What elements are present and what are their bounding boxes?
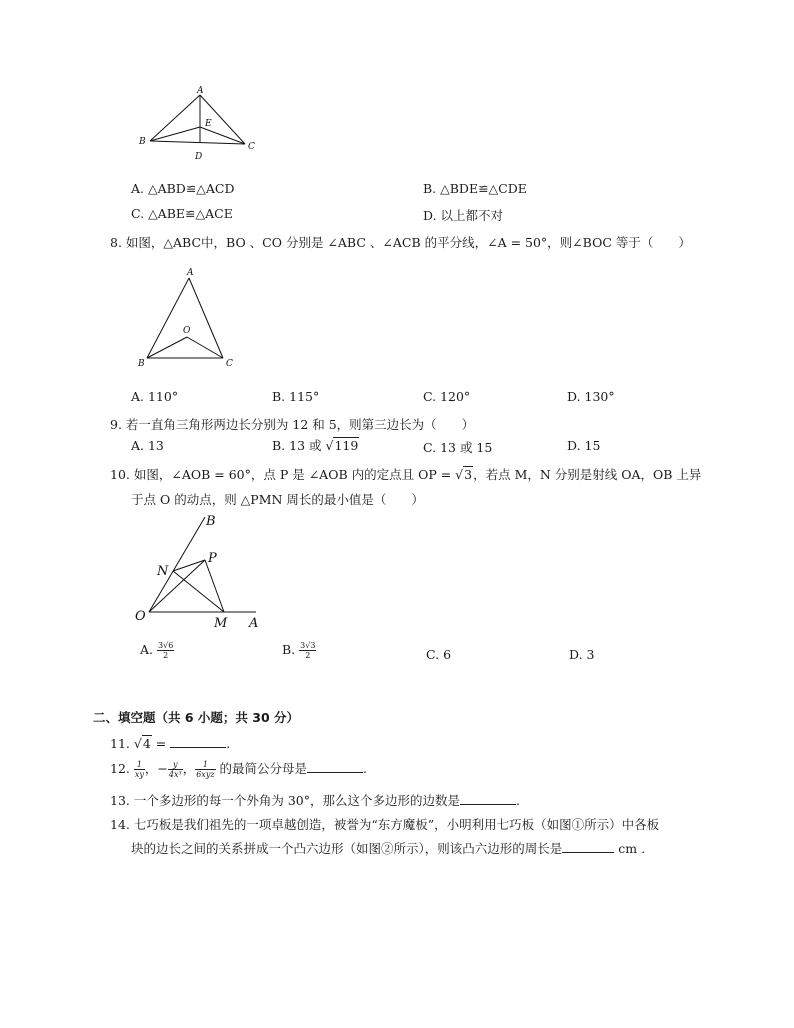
q8-label-b: B <box>138 359 145 369</box>
q12-separator-2: ， <box>182 761 196 776</box>
q9-option-b-prefix: B. 13 或 <box>272 438 322 453</box>
q7-option-d: D. 以上都不对 <box>423 208 504 223</box>
q8-label-c: C <box>226 359 233 369</box>
q8-option-a: A. 110° <box>131 389 179 404</box>
q13-answer-blank[interactable] <box>460 794 516 805</box>
q7-option-a: A. △ABD≌△ACD <box>131 181 235 196</box>
q12-fraction-3-numerator: 1 <box>195 760 215 770</box>
q8-side-ab <box>147 278 189 358</box>
q10-option-a-prefix: A. <box>140 642 154 657</box>
q11-end: . <box>226 736 231 751</box>
q9-option-a: A. 13 <box>131 438 164 453</box>
q7-option-b: B. △BDE≌△CDE <box>423 181 527 196</box>
q12-answer-blank[interactable] <box>307 762 363 773</box>
q8-option-b: B. 115° <box>272 389 320 404</box>
q12-fraction-2-numerator: y <box>168 760 183 770</box>
q12-fraction-1-numerator: 1 <box>134 760 145 770</box>
q11-equals: = <box>151 736 171 751</box>
q10-option-b <box>282 641 316 660</box>
q12-fraction-1 <box>134 760 145 779</box>
q10-label-n: N <box>157 564 169 579</box>
q13-end: . <box>515 793 520 808</box>
section-heading: 二、填空题（共 6 小题；共 30 分） <box>93 710 300 725</box>
q10-line1-b: ，若点 M，N 分别是射线 OA，OB 上异 <box>473 467 702 482</box>
q8-question: 8. 如图，△ABC中，BO 、CO 分别是 ∠ABC 、∠ACB 的平分线，∠A = 50°，则∠BOC 等于（ ） <box>110 235 691 250</box>
q13-text: 13. 一个多边形的每一个外角为 30°，那么这个多边形的边数是 <box>110 793 460 808</box>
q7-label-b: B <box>139 137 146 147</box>
q10-option-c: C. 6 <box>426 647 452 662</box>
sqrt-icon: √ <box>455 467 464 482</box>
q12-separator-1: ，− <box>144 761 168 776</box>
q10-figure <box>128 508 268 633</box>
q12-fraction-3-denominator: 6xyz <box>196 770 215 779</box>
q12-text: 的最简公分母是 <box>215 761 308 776</box>
q10-label-m: M <box>214 616 228 631</box>
q8-bisector-co <box>187 337 223 358</box>
q7-side-bc <box>150 141 245 144</box>
q8-option-c: C. 120° <box>423 389 471 404</box>
q12-number: 12. <box>110 761 130 776</box>
q10-label-b: B <box>206 514 216 529</box>
q9-question: 9. 若一直角三角形两边长分别为 12 和 5，则第三边长为（ ） <box>110 417 475 432</box>
q7-label-a: A <box>197 86 204 96</box>
sqrt-icon: √ <box>133 736 142 751</box>
q12-fraction-3 <box>195 760 215 779</box>
q7-label-c: C <box>248 142 255 152</box>
q14-unit: cm . <box>614 841 646 856</box>
q7-option-c: C. △ABE≌△ACE <box>131 206 233 221</box>
q10-question-line1 <box>110 465 701 483</box>
q14-answer-blank[interactable] <box>562 842 614 853</box>
q10-line1-a: 10. 如图，∠AOB = 60°，点 P 是 ∠AOB 内的定点且 OP = <box>110 467 452 482</box>
q10-segment-np <box>173 560 205 571</box>
q10-option-d: D. 3 <box>569 647 595 662</box>
q10-label-o: O <box>135 609 146 624</box>
q10-option-b-fraction <box>299 641 316 660</box>
q12-question <box>110 759 367 779</box>
q12-fraction-2-denominator: 4x³ <box>168 770 182 779</box>
q11-answer-blank[interactable] <box>170 737 226 748</box>
q8-label-o: O <box>183 326 191 336</box>
q9-option-b <box>272 436 359 454</box>
q7-segment-ce <box>200 127 245 144</box>
q9-option-b-radicand: 119 <box>334 438 359 453</box>
q7-label-e: E <box>205 119 212 129</box>
q10-option-b-prefix: B. <box>282 642 296 657</box>
q12-fraction-2 <box>168 760 183 779</box>
q7-figure <box>130 82 265 164</box>
q9-option-c: C. 13 或 15 <box>423 440 493 455</box>
q10-line1-radicand: 3 <box>464 467 473 482</box>
q12-end: . <box>363 761 368 776</box>
q10-option-a-numerator: 3√6 <box>158 641 174 650</box>
q10-question-line2: 于点 O 的动点，则 △PMN 周长的最小值是（ ） <box>131 492 424 507</box>
q8-option-d: D. 130° <box>567 389 615 404</box>
q10-label-p: P <box>208 551 217 566</box>
q10-option-a-fraction <box>157 641 174 660</box>
q8-side-ac <box>189 278 223 358</box>
q10-option-a <box>140 641 174 660</box>
q10-label-a: A <box>249 616 259 631</box>
q10-option-b-denominator: 2 <box>305 651 311 660</box>
q14-question-line2 <box>131 839 645 857</box>
q8-figure <box>132 262 242 372</box>
q14-question-line1: 14. 七巧板是我们祖先的一项卓越创造，被誉为“东方魔板”，小明利用七巧板（如图①所示）中各板 <box>110 817 660 832</box>
q9-option-d: D. 15 <box>567 438 601 453</box>
sqrt-icon: √ <box>325 438 334 453</box>
q8-label-a: A <box>187 268 194 278</box>
q11-radicand: 4 <box>142 736 151 751</box>
q11-question <box>110 736 230 751</box>
q13-question <box>110 791 520 809</box>
q12-fraction-1-denominator: xy <box>134 770 144 779</box>
q7-label-d: D <box>195 152 203 162</box>
q11-number: 11. <box>110 736 130 751</box>
q14-text: 块的边长之间的关系拼成一个凸六边形（如图②所示），则该凸六边形的周长是 <box>131 841 563 856</box>
q10-option-b-numerator: 3√3 <box>300 641 316 650</box>
q10-option-a-denominator: 2 <box>163 651 169 660</box>
